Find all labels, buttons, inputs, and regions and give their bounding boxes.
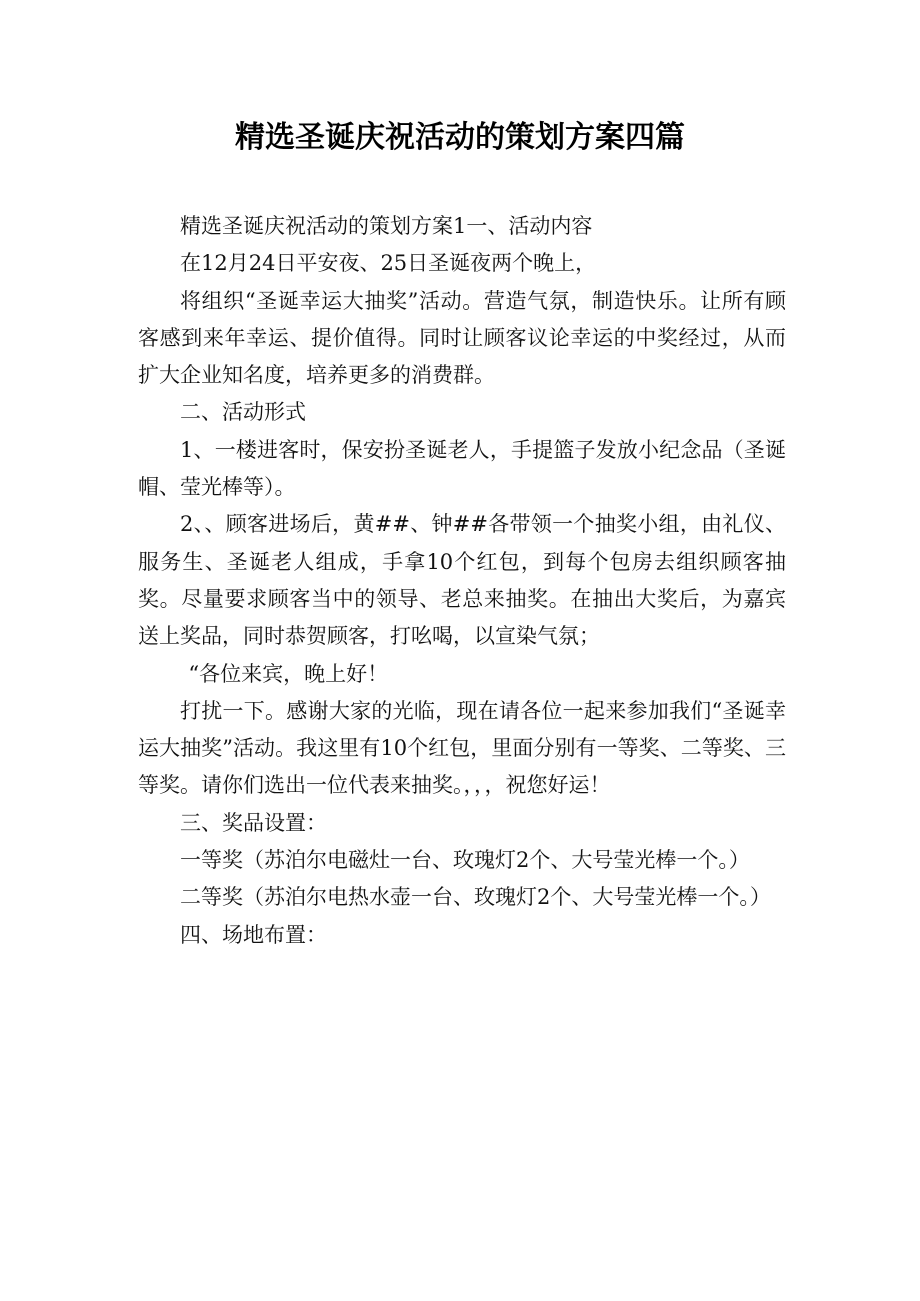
paragraph-item-2: 2、、顾客进场后，黄##、钟##各带领一个抽奖小组，由礼仪、服务生、圣诞老人组成，手拿10个红包，到每个包房去组织顾客抽奖。尽量要求顾客当中的领导、老总来抽奖。在抽出大奖后，为嘉宾送上奖品，同时恭贺顾客，打吆喝，以宣染气氛； bbox=[138, 512, 786, 649]
document-title: 精选圣诞庆祝活动的策划方案四篇 bbox=[235, 120, 685, 155]
document-body bbox=[138, 208, 786, 954]
paragraph-greeting: “各位来宾，晚上好！ bbox=[188, 661, 389, 686]
paragraph-second-prize: 二等奖（苏泊尔电热水壶一台、玫瑰灯2个、大号莹光棒一个。） bbox=[180, 885, 771, 910]
paragraph-activity-purpose: 将组织“圣诞幸运大抽奖”活动。营造气氛，制造快乐。让所有顾客感到来年幸运、提价值得。同时让顾客议论幸运的中奖经过，从而扩大企业知名度，培养更多的消费群。 bbox=[138, 288, 786, 388]
paragraph-announcement: 打扰一下。感谢大家的光临，现在请各位一起来参加我们“圣诞幸运大抽奖”活动。我这里有10个红包，里面分别有一等奖、二等奖、三等奖。请你们选出一位代表来抽奖。，，，祝您好运！ bbox=[138, 698, 786, 798]
paragraph-first-prize: 一等奖（苏泊尔电磁灶一台、玫瑰灯2个、大号莹光棒一个。） bbox=[180, 848, 750, 873]
paragraph-item-1: 1、一楼进客时，保安扮圣诞老人，手提篮子发放小纪念品（圣诞帽、莹光棒等）。 bbox=[138, 437, 786, 500]
paragraph-intro: 精选圣诞庆祝活动的策划方案1一、活动内容 bbox=[180, 214, 593, 238]
paragraph-dates: 在12月24日平安夜、25日圣诞夜两个晚上， bbox=[180, 251, 597, 276]
section-heading-activity-form: 二、活动形式 bbox=[180, 400, 306, 425]
section-heading-venue: 四、场地布置： bbox=[180, 922, 327, 947]
section-heading-prizes: 三、奖品设置： bbox=[180, 810, 327, 835]
